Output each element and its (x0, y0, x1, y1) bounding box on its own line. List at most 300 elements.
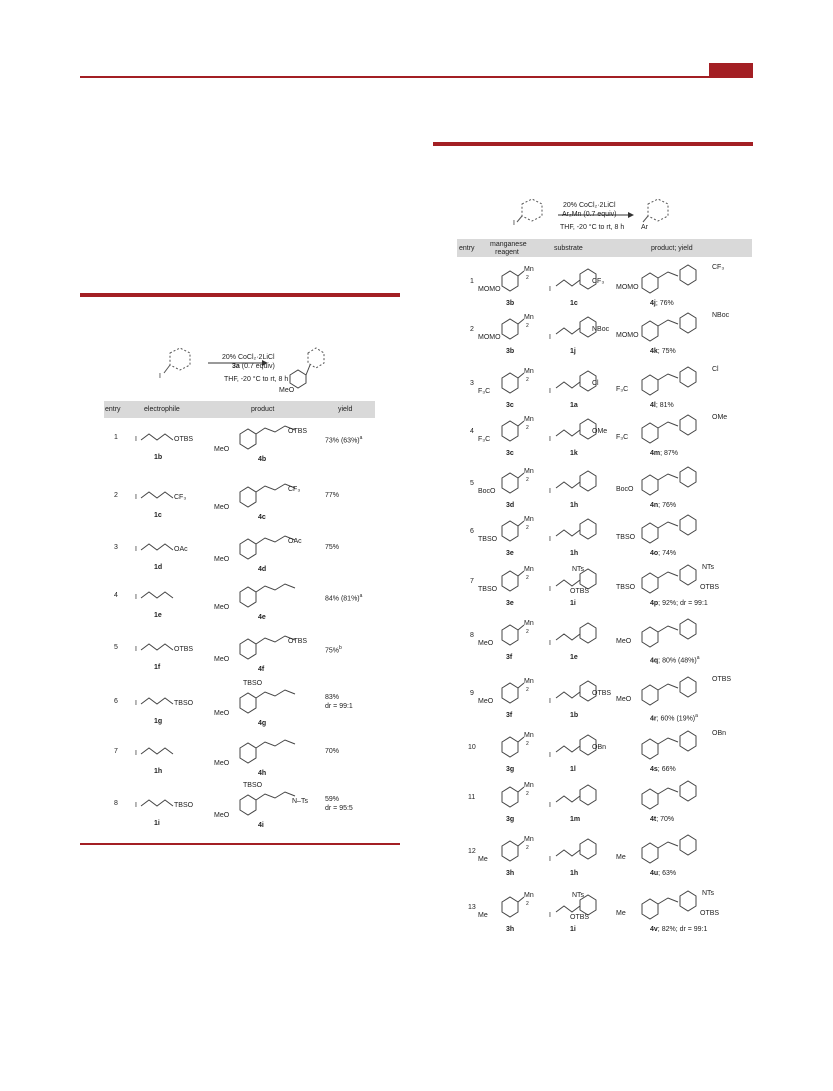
product-id: 4k (650, 348, 658, 355)
right-scheme-conditions: THF, -20 °C to rt, 8 h (560, 224, 625, 231)
substrate-substituent: NTs (572, 566, 585, 573)
electrophile-id: 1b (154, 454, 163, 461)
product-methoxy: MeO (214, 656, 230, 663)
electrophile-iodide: I (135, 646, 137, 653)
substrate-id: 1e (570, 654, 578, 661)
row-yield (325, 592, 362, 603)
product-id: 4c (258, 514, 266, 521)
mn-subscript: 2 (526, 629, 529, 635)
electrophile-structure (133, 736, 193, 766)
substrate-otbs: OTBS (570, 588, 590, 595)
product-id: 4r (650, 715, 657, 723)
product-structure (628, 780, 738, 814)
header-rule (80, 76, 753, 78)
left-table-top-rule (80, 293, 400, 297)
manganese-reagent-structure (492, 620, 542, 650)
mn-reagent-id: 3g (506, 816, 515, 823)
product-substituent: TBSO (243, 680, 263, 687)
row-entry: 13 (468, 904, 476, 911)
manganese-reagent-structure (492, 782, 542, 812)
mn-label: Mn (524, 732, 534, 739)
substrate-structure (552, 620, 602, 650)
electrophile-substituent: CF₃ (174, 494, 187, 501)
row-yield (325, 748, 339, 756)
manganese-reagent-structure (492, 836, 542, 866)
row-entry: 6 (114, 698, 118, 705)
row-entry: 10 (468, 744, 476, 751)
manganese-reagent-structure (492, 468, 542, 498)
product-methoxy: MeO (214, 760, 230, 767)
page-tab (709, 63, 753, 78)
mn-subscript: 2 (526, 477, 529, 483)
product-yield-label (650, 766, 676, 774)
substrate-substituent: Cl (592, 380, 599, 387)
row-yield (325, 434, 362, 445)
right-header-mn: manganese reagent (490, 241, 527, 256)
product-structure (628, 466, 738, 500)
product-id: 4m (650, 450, 661, 457)
mn-label: Mn (524, 266, 534, 273)
row-entry: 12 (468, 848, 476, 855)
product-substituent: NTs (702, 890, 715, 897)
mn-group: F₃C (478, 436, 491, 443)
substrate-substituent: OTBS (592, 690, 612, 697)
substrate-id: 1b (570, 712, 579, 719)
product-yield: 82%; dr = 99:1 (661, 926, 708, 933)
mn-label: Mn (524, 566, 534, 573)
mn-label: Mn (524, 782, 534, 789)
product-id: 4t (650, 816, 657, 823)
substrate-id: 1k (570, 450, 578, 457)
product-yield-label (650, 600, 708, 608)
row-entry: 3 (114, 544, 118, 551)
row-entry: 7 (470, 578, 474, 585)
product-id: 4e (258, 614, 266, 621)
yield-footnote: b (339, 645, 342, 651)
mn-label: Mn (524, 468, 534, 475)
mn-reagent-id: 3b (506, 348, 515, 355)
electrophile-structure (133, 580, 193, 610)
separator: ; (657, 766, 662, 773)
row-yield (325, 796, 339, 804)
mn-label: Mn (524, 678, 534, 685)
product-id: 4f (258, 666, 265, 673)
separator: ; (658, 600, 663, 607)
substrate-iodide: I (549, 698, 551, 705)
manganese-reagent-structure (492, 516, 542, 546)
substrate-id: 1i (570, 926, 576, 933)
substrate-substituent: OMe (592, 428, 608, 435)
substrate-structure (552, 468, 602, 498)
yield-value: 83% (325, 694, 340, 701)
mn-reagent-id: 3h (506, 870, 515, 877)
row-entry: 2 (114, 492, 118, 499)
substrate-iodide: I (549, 286, 551, 293)
product-substituent: OAc (288, 538, 302, 545)
mn-reagent-id: 3e (506, 550, 514, 557)
left-header-product: product (251, 406, 275, 413)
product-yield-label (650, 300, 674, 308)
mn-reagent-id: 3h (506, 926, 515, 933)
mn-group: MeO (478, 640, 494, 647)
row-entry: 8 (114, 800, 118, 807)
yield-footnote: a (359, 435, 363, 441)
product-yield-label (650, 712, 698, 723)
product-substituent: OMe (712, 414, 728, 421)
product-substituent: NBoc (712, 312, 730, 319)
electrophile-id: 1h (154, 768, 163, 775)
electrophile-iodide: I (135, 594, 137, 601)
electrophile-iodide: I (135, 436, 137, 443)
product-group: MOMO (616, 332, 639, 339)
product-yield-label (650, 402, 674, 410)
mn-reagent-id: 3d (506, 502, 515, 509)
row-yield (325, 492, 339, 500)
substrate-substituent: NBoc (592, 326, 610, 333)
product-methoxy: MeO (214, 446, 230, 453)
separator: ; (657, 348, 662, 355)
separator: ; (656, 816, 661, 823)
product-structure (225, 682, 315, 716)
right-header-entry: entry (459, 245, 475, 252)
mn-reagent-id: 3c (506, 402, 514, 409)
electrophile-iodide: I (135, 750, 137, 757)
product-yield-label (650, 816, 674, 824)
product-substituent: OTBS (288, 428, 308, 435)
product-structure (628, 834, 738, 868)
substrate-iodide: I (549, 752, 551, 759)
right-header-product: product; yield (651, 245, 693, 252)
product-structure (225, 732, 315, 766)
left-header-yield: yield (338, 406, 353, 413)
right-scheme-product-label: Ar (641, 224, 648, 231)
product-ts: N–Ts (292, 798, 308, 805)
product-otbs: OTBS (700, 910, 720, 917)
product-substituent: OBn (712, 730, 727, 737)
right-header-substrate: substrate (554, 245, 583, 252)
mn-label: Mn (524, 620, 534, 627)
left-scheme-conditions: THF, -20 °C to rt, 8 h (224, 376, 289, 383)
product-yield: 75% (661, 348, 676, 355)
product-group: F₃C (616, 434, 629, 441)
product-id: 4j (650, 300, 656, 307)
left-scheme-reagent-bold: 3a (232, 363, 240, 370)
product-yield: 76% (662, 502, 677, 509)
row-entry: 7 (114, 748, 118, 755)
mn-label: Mn (524, 836, 534, 843)
electrophile-id: 1f (154, 664, 161, 671)
product-id: 4o (650, 550, 659, 557)
mn-group: Me (478, 856, 488, 863)
product-id: 4g (258, 720, 267, 727)
separator: ; (658, 502, 663, 509)
left-scheme-product-label: MeO (279, 387, 295, 394)
mn-group: BocO (478, 488, 496, 495)
separator: ; (655, 402, 660, 409)
product-id: 4q (650, 657, 659, 665)
substrate-iodide: I (549, 802, 551, 809)
product-yield: 80% (48%) (662, 657, 697, 665)
product-group: TBSO (616, 584, 636, 591)
mn-reagent-id: 3e (506, 600, 514, 607)
mn-group: MeO (478, 698, 494, 705)
mn-subscript: 2 (526, 425, 529, 431)
substrate-iodide: I (549, 488, 551, 495)
product-structure (628, 564, 738, 598)
electrophile-substituent: OTBS (174, 436, 194, 443)
product-id: 4b (258, 456, 267, 463)
substrate-id: 1j (570, 348, 576, 355)
product-group: F₃C (616, 386, 629, 393)
row-entry: 4 (114, 592, 118, 599)
mn-subscript: 2 (526, 377, 529, 383)
product-id: 4u (650, 870, 659, 877)
manganese-reagent-structure (492, 416, 542, 446)
yield-value: 77% (325, 492, 340, 499)
separator: ; (657, 926, 662, 933)
product-group: BocO (616, 486, 634, 493)
product-methoxy: MeO (214, 504, 230, 511)
substrate-id: 1m (570, 816, 581, 823)
substrate-substituent: NTs (572, 892, 585, 899)
product-yield-label (650, 348, 676, 356)
product-substituent: CF₃ (288, 486, 301, 493)
product-yield-label (650, 926, 707, 934)
row-entry: 1 (114, 434, 118, 441)
row-entry: 4 (470, 428, 474, 435)
product-id: 4s (650, 766, 658, 773)
substrate-structure (552, 782, 602, 812)
manganese-reagent-structure (492, 678, 542, 708)
substrate-iodide: I (549, 856, 551, 863)
mn-group: Me (478, 912, 488, 919)
substrate-id: 1h (570, 502, 579, 509)
electrophile-substituent: OTBS (174, 646, 194, 653)
product-structure (225, 476, 315, 510)
right-scheme-reagent-2: Ar₂Mn (0.7 equiv) (562, 211, 617, 218)
electrophile-iodide: I (135, 802, 137, 809)
electrophile-substituent: OAc (174, 546, 188, 553)
electrophile-iodide: I (135, 700, 137, 707)
yield-value: 75% (325, 647, 340, 655)
substrate-iodide: I (549, 640, 551, 647)
mn-reagent-id: 3g (506, 766, 515, 773)
left-scheme-reagent-rest: (0.7 equiv) (239, 363, 275, 370)
mn-label: Mn (524, 416, 534, 423)
right-table-top-rule (433, 142, 753, 146)
product-methoxy: MeO (214, 604, 230, 611)
product-id: 4v (650, 926, 658, 933)
product-yield: 66% (661, 766, 676, 773)
row-entry: 3 (470, 380, 474, 387)
product-group: TBSO (616, 534, 636, 541)
product-yield-label (650, 450, 678, 458)
yield-value: 59% (325, 796, 340, 803)
mn-group: F₃C (478, 388, 491, 395)
product-id: 4h (258, 770, 267, 777)
mn-subscript: 2 (526, 791, 529, 797)
mn-label: Mn (524, 314, 534, 321)
product-yield-label (650, 654, 699, 665)
mn-group: MOMO (478, 286, 501, 293)
electrophile-iodide: I (135, 494, 137, 501)
product-yield: 81% (659, 402, 674, 409)
substrate-id: 1a (570, 402, 578, 409)
product-substituent: NTs (702, 564, 715, 571)
substrate-substituent: CF₃ (592, 278, 605, 285)
product-structure (628, 890, 738, 924)
row-entry: 1 (470, 278, 474, 285)
electrophile-iodide: I (135, 546, 137, 553)
product-structure (225, 576, 315, 610)
mn-label: Mn (524, 516, 534, 523)
right-scheme-reagent-1: 20% CoCl₂·2LiCl (563, 202, 616, 209)
electrophile-id: 1c (154, 512, 162, 519)
product-methoxy: MeO (214, 710, 230, 717)
mn-subscript: 2 (526, 323, 529, 329)
product-yield-label (650, 502, 676, 510)
mn-subscript: 2 (526, 275, 529, 281)
product-methoxy: MeO (214, 812, 230, 819)
product-yield-label (650, 870, 676, 878)
product-structure (628, 618, 738, 652)
product-id: 4d (258, 566, 267, 573)
product-yield: 70% (660, 816, 675, 823)
mn-group: TBSO (478, 586, 498, 593)
product-structure (628, 366, 738, 400)
product-yield: 92%; dr = 99:1 (662, 600, 708, 607)
mn-group: TBSO (478, 536, 498, 543)
product-group: MOMO (616, 284, 639, 291)
mn-subscript: 2 (526, 687, 529, 693)
yield-footnote: a (695, 713, 698, 719)
left-header-electrophile: electrophile (144, 406, 180, 413)
electrophile-id: 1i (154, 820, 160, 827)
row-dr: dr = 99:1 (325, 703, 353, 710)
electrophile-id: 1d (154, 564, 163, 571)
product-group: Me (616, 910, 626, 917)
substrate-iodide: I (549, 436, 551, 443)
substrate-iodide: I (549, 912, 551, 919)
substrate-id: 1h (570, 550, 579, 557)
row-dr: dr = 95:5 (325, 805, 353, 812)
substrate-structure (552, 836, 602, 866)
yield-value: 70% (325, 748, 340, 755)
manganese-reagent-structure (492, 732, 542, 762)
product-group: Me (616, 854, 626, 861)
left-scheme-reagent-1: 20% CoCl₂·2LiCl (222, 354, 275, 361)
substrate-structure (552, 516, 602, 546)
row-entry: 11 (468, 794, 476, 801)
electrophile-id: 1g (154, 718, 163, 725)
product-yield: 63% (662, 870, 677, 877)
row-yield (325, 694, 339, 702)
mn-label: Mn (524, 892, 534, 899)
right-scheme-sm-label: I (513, 220, 515, 227)
substrate-id: 1i (570, 600, 576, 607)
yield-footnote: a (696, 655, 700, 661)
manganese-reagent-structure (492, 368, 542, 398)
product-id: 4l (650, 402, 656, 409)
row-yield (325, 544, 339, 552)
product-id: 4p (650, 600, 659, 607)
row-entry: 9 (470, 690, 474, 697)
manganese-reagent-structure (492, 892, 542, 922)
row-entry: 8 (470, 632, 474, 639)
product-yield: 60% (19%) (660, 715, 696, 723)
row-entry: 5 (470, 480, 474, 487)
product-otbs: OTBS (700, 584, 720, 591)
mn-subscript: 2 (526, 901, 529, 907)
electrophile-id: 1e (154, 612, 162, 619)
electrophile-substituent: TBSO (174, 700, 194, 707)
separator: ; (656, 715, 661, 723)
row-entry: 5 (114, 644, 118, 651)
separator: ; (658, 870, 663, 877)
product-group: MeO (616, 638, 632, 645)
product-substituent: OTBS (288, 638, 308, 645)
row-entry: 2 (470, 326, 474, 333)
product-yield: 76% (659, 300, 674, 307)
product-structure (628, 514, 738, 548)
substrate-id: 1h (570, 870, 579, 877)
row-yield (325, 644, 342, 655)
product-group: MeO (616, 696, 632, 703)
product-substituent: TBSO (243, 782, 263, 789)
yield-value: 73% (63%) (325, 437, 360, 445)
substrate-id: 1c (570, 300, 578, 307)
yield-value: 75% (325, 544, 340, 551)
product-id: 4n (650, 502, 659, 509)
substrate-iodide: I (549, 536, 551, 543)
mn-subscript: 2 (526, 741, 529, 747)
substrate-otbs: OTBS (570, 914, 590, 921)
yield-value: 84% (81%) (325, 595, 360, 603)
substrate-iodide: I (549, 388, 551, 395)
left-table-bottom-rule (80, 843, 400, 845)
product-yield: 74% (662, 550, 677, 557)
product-substituent: OTBS (712, 676, 732, 683)
mn-group: MOMO (478, 334, 501, 341)
mn-reagent-id: 3c (506, 450, 514, 457)
separator: ; (658, 657, 663, 665)
substrate-iodide: I (549, 334, 551, 341)
mn-subscript: 2 (526, 525, 529, 531)
manganese-reagent-structure (492, 566, 542, 596)
mn-reagent-id: 3f (506, 654, 513, 661)
mn-reagent-id: 3b (506, 300, 515, 307)
product-yield: 87% (664, 450, 679, 457)
substrate-substituent: OBn (592, 744, 607, 751)
mn-label: Mn (524, 368, 534, 375)
left-scheme-sm-label: I (159, 373, 161, 380)
left-header-entry: entry (105, 406, 121, 413)
substrate-iodide: I (549, 586, 551, 593)
separator: ; (655, 300, 660, 307)
electrophile-substituent: TBSO (174, 802, 194, 809)
product-yield-label (650, 550, 676, 558)
separator: ; (658, 550, 663, 557)
substrate-id: 1l (570, 766, 576, 773)
mn-reagent-id: 3f (506, 712, 513, 719)
row-entry: 6 (470, 528, 474, 535)
product-id: 4i (258, 822, 264, 829)
mn-subscript: 2 (526, 575, 529, 581)
separator: ; (660, 450, 665, 457)
yield-footnote: a (359, 593, 363, 599)
mn-subscript: 2 (526, 845, 529, 851)
product-substituent: Cl (712, 366, 719, 373)
